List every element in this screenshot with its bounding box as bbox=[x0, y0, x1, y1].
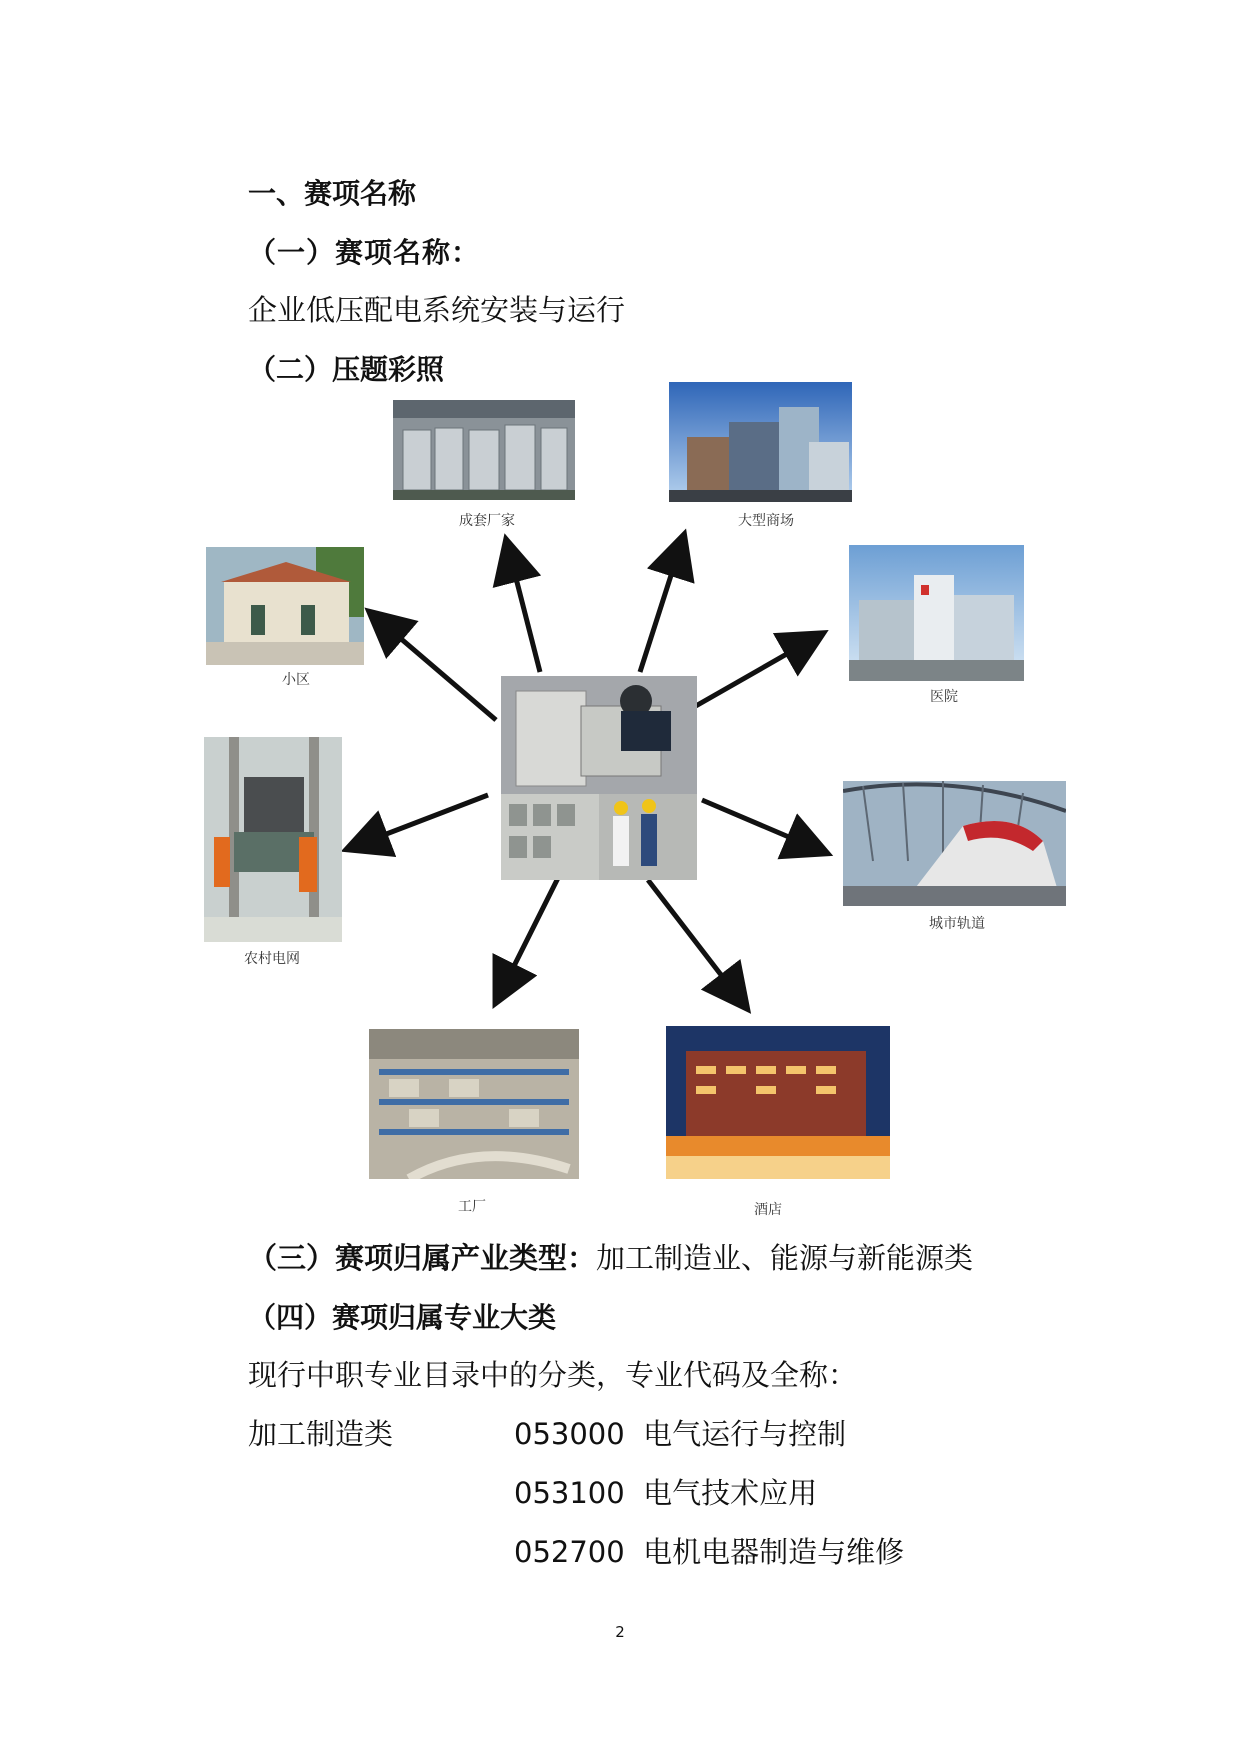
section-title: 一、赛项名称 bbox=[248, 177, 417, 210]
major-code: 052700 bbox=[514, 1535, 625, 1569]
industry-type-text: 加工制造业、能源与新能源类 bbox=[596, 1241, 974, 1275]
caption-hotel: 酒店 bbox=[754, 1202, 782, 1218]
major-row bbox=[514, 1412, 846, 1453]
subsection-2-label: （二）压题彩照 bbox=[248, 353, 445, 386]
center-installation-photo bbox=[501, 676, 697, 880]
arrow-to-residential bbox=[372, 614, 496, 720]
major-row bbox=[514, 1471, 817, 1512]
arrow-to-metro bbox=[702, 800, 824, 852]
arrow-to-plant bbox=[497, 878, 558, 1000]
subsection-3 bbox=[248, 1236, 973, 1277]
rural-grid-photo bbox=[204, 737, 342, 942]
catalog-intro: 现行中职专业目录中的分类，专业代码及全称： bbox=[248, 1358, 858, 1392]
plant-photo bbox=[369, 1029, 579, 1179]
caption-mall: 大型商场 bbox=[738, 513, 794, 529]
subsection-1-label: （一）赛项名称： bbox=[248, 236, 481, 269]
subsection-3-label: （三）赛项归属产业类型： bbox=[248, 1241, 597, 1275]
hospital-photo bbox=[849, 545, 1024, 681]
category-label: 加工制造类 bbox=[248, 1417, 394, 1451]
arrow-to-hospital bbox=[694, 635, 820, 707]
major-code: 053100 bbox=[514, 1476, 625, 1510]
hotel-photo bbox=[666, 1026, 890, 1179]
caption-hospital: 医院 bbox=[930, 689, 958, 705]
metro-photo bbox=[843, 781, 1066, 906]
arrow-to-hotel bbox=[648, 880, 745, 1006]
mall-photo bbox=[669, 382, 852, 502]
arrow-to-rural-grid bbox=[350, 795, 488, 848]
major-row bbox=[514, 1530, 904, 1571]
subsection-4-label: （四）赛项归属专业大类 bbox=[248, 1301, 557, 1334]
caption-plant: 工厂 bbox=[458, 1199, 486, 1215]
residential-photo bbox=[206, 547, 364, 665]
event-name-text: 企业低压配电系统安装与运行 bbox=[248, 293, 626, 327]
factory-maker-photo bbox=[393, 400, 575, 500]
caption-metro: 城市轨道 bbox=[929, 916, 985, 932]
caption-residential: 小区 bbox=[282, 672, 310, 688]
arrow-to-factory-maker bbox=[507, 543, 540, 672]
caption-factory-maker: 成套厂家 bbox=[459, 513, 515, 529]
major-code: 053000 bbox=[514, 1417, 625, 1451]
major-name: 电机电器制造与维修 bbox=[643, 1535, 905, 1569]
major-name: 电气运行与控制 bbox=[643, 1417, 847, 1451]
page-number: 2 bbox=[615, 1623, 625, 1641]
major-name: 电气技术应用 bbox=[643, 1476, 818, 1510]
arrow-to-mall bbox=[640, 538, 683, 672]
caption-rural-grid: 农村电网 bbox=[244, 951, 300, 967]
